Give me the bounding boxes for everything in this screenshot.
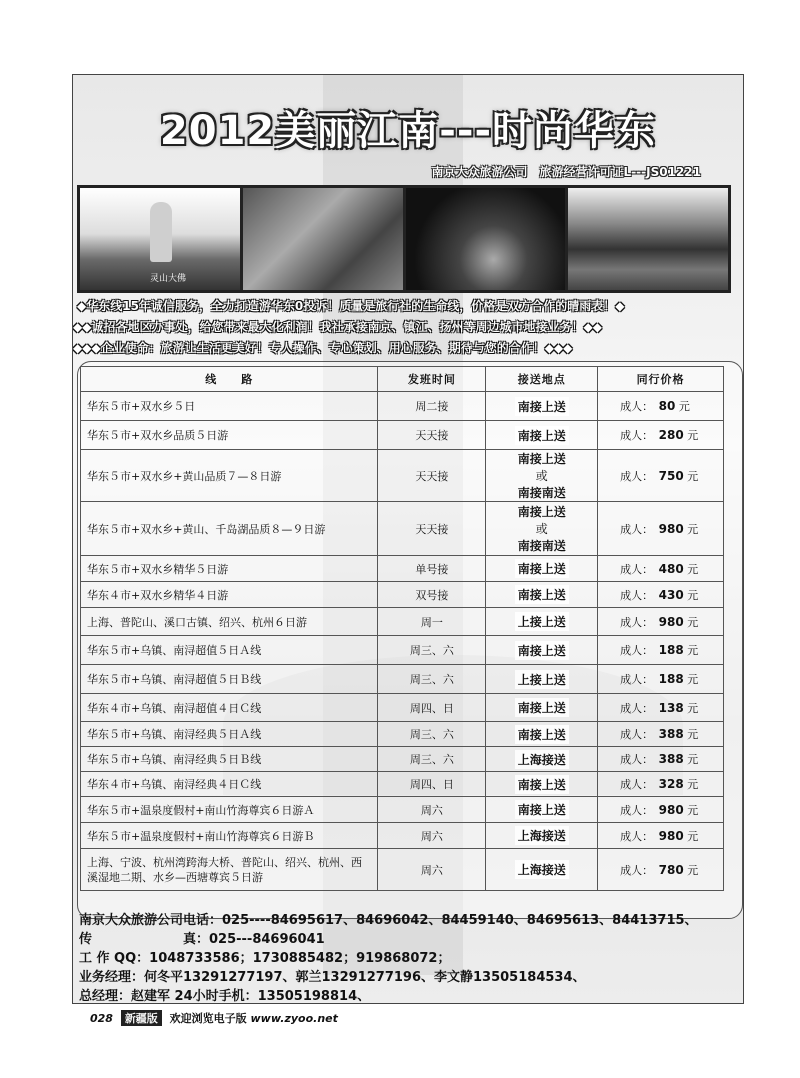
- table-row: [81, 636, 724, 665]
- route-cell: 华东５市+乌镇、南浔超值５日Ｂ线: [81, 665, 378, 694]
- pickup-label: 南接上送: [515, 698, 569, 717]
- price-cell: [598, 502, 724, 556]
- price-unit: 元: [687, 728, 699, 741]
- route-cell: 华东４市+双水乡精华４日游: [81, 582, 378, 608]
- photo-caption: 灵山大佛: [150, 274, 187, 284]
- pickup-label-alt: 南接南送: [517, 539, 566, 553]
- adult-label: 成人：: [620, 753, 648, 766]
- adult-label: 成人：: [620, 673, 648, 686]
- pickup-label-alt: 南接南送: [517, 486, 566, 500]
- pickup-label: 南接上送: [515, 426, 569, 445]
- pickup-cell: [486, 772, 598, 797]
- price-cell: [598, 450, 724, 502]
- adult-label: 成人：: [620, 522, 648, 536]
- table-row: [81, 392, 724, 421]
- pickup-label: 南接上送: [517, 452, 566, 466]
- pickup-cell: [486, 608, 598, 636]
- notice-line-2: ◆◆诚招各地区办事处，给您带来最大化利润！我社承接南京、镇江、扬州等周边城市地接业务！◆◆: [73, 320, 602, 334]
- pickup-or: 或: [535, 469, 548, 483]
- route-cell: 华东４市+乌镇、南浔经典４日Ｃ线: [81, 772, 378, 797]
- pickup-cell: [486, 421, 598, 450]
- pickup-label: 南接上送: [515, 725, 569, 744]
- price-cell: [598, 608, 724, 636]
- price-cell: [598, 636, 724, 665]
- time-cell: 周三、六: [378, 665, 486, 694]
- company-license-line: 南京大众旅游公司 旅游经营许可证L---JS01221: [431, 165, 701, 179]
- contact-managers: 业务经理：何冬平13291277197、郭兰13291277196、李文静13505184534、: [79, 970, 586, 985]
- table-row: [81, 502, 724, 556]
- pickup-label: 上海接送: [515, 860, 569, 879]
- pickup-cell: [486, 722, 598, 747]
- table-row: [81, 797, 724, 823]
- time-cell: 周一: [378, 608, 486, 636]
- price-value: 80: [658, 399, 676, 413]
- pickup-label: 上海接送: [515, 826, 569, 845]
- time-cell: 周三、六: [378, 636, 486, 665]
- price-value: 480: [658, 561, 684, 576]
- pickup-cell: [486, 797, 598, 823]
- price-value: 750: [658, 468, 684, 483]
- time-cell: 周六: [378, 849, 486, 891]
- time-cell: 周二接: [378, 392, 486, 421]
- price-unit: 元: [687, 778, 699, 791]
- price-unit: 元: [687, 644, 699, 657]
- adult-label: 成人：: [620, 778, 648, 791]
- time-cell: 天天接: [378, 502, 486, 556]
- price-value: 188: [658, 672, 684, 686]
- price-value: 980: [658, 614, 684, 629]
- price-cell: [598, 849, 724, 891]
- route-price-table: [80, 366, 724, 891]
- table-row: [81, 772, 724, 797]
- pickup-label: 南接上送: [515, 641, 569, 660]
- route-cell: 华东５市+乌镇、南浔经典５日Ｂ线: [81, 747, 378, 772]
- route-table-frame: [77, 361, 743, 919]
- table-row: [81, 608, 724, 636]
- adult-label: 成人：: [620, 803, 648, 817]
- price-value: 328: [658, 777, 684, 791]
- price-unit: 元: [687, 615, 699, 629]
- time-cell: 天天接: [378, 450, 486, 502]
- time-cell: 周六: [378, 797, 486, 823]
- header-price: 同行价格: [598, 367, 724, 392]
- adult-label: 成人：: [620, 863, 648, 877]
- route-cell: 上海、普陀山、溪口古镇、绍兴、杭州６日游: [81, 608, 378, 636]
- route-cell: 华东５市+双水乡精华５日游: [81, 556, 378, 582]
- price-cell: [598, 722, 724, 747]
- contact-fax: 传 真：025---84696041: [79, 932, 325, 947]
- contact-block: [79, 911, 698, 1004]
- edition-badge: 新疆版: [121, 1010, 162, 1026]
- price-value: 980: [658, 802, 684, 817]
- price-unit: 元: [687, 753, 699, 766]
- pickup-cell: [486, 392, 598, 421]
- adult-label: 成人：: [620, 400, 648, 413]
- route-cell: 华东５市+双水乡５日: [81, 392, 378, 421]
- time-cell: 周三、六: [378, 747, 486, 772]
- price-cell: [598, 392, 724, 421]
- adult-label: 成人：: [620, 562, 648, 576]
- price-value: 188: [658, 643, 684, 657]
- pickup-label: 南接上送: [515, 775, 569, 794]
- price-cell: [598, 747, 724, 772]
- route-cell: 华东５市+乌镇、南浔经典５日Ａ线: [81, 722, 378, 747]
- price-cell: [598, 772, 724, 797]
- price-value: 430: [658, 587, 684, 602]
- adult-label: 成人：: [620, 615, 648, 629]
- adult-label: 成人：: [620, 829, 648, 843]
- adult-label: 成人：: [620, 429, 648, 442]
- pickup-cell: [486, 665, 598, 694]
- adult-label: 成人：: [620, 728, 648, 741]
- time-cell: 周六: [378, 823, 486, 849]
- pickup-cell: [486, 450, 598, 502]
- page-number: 028: [90, 1012, 113, 1025]
- price-value: 280: [658, 428, 684, 442]
- pickup-cell: [486, 636, 598, 665]
- table-row: [81, 849, 724, 891]
- poster: [72, 74, 744, 1004]
- route-cell: 华东５市+双水乡+黄山品质７—８日游: [81, 450, 378, 502]
- header-pickup: 接送地点: [486, 367, 598, 392]
- time-cell: 周三、六: [378, 722, 486, 747]
- adult-label: 成人：: [620, 644, 648, 657]
- pickup-label: 南接上送: [515, 559, 569, 578]
- time-cell: 周四、日: [378, 694, 486, 722]
- pickup-label: 上接上送: [515, 612, 569, 631]
- table-row: [81, 556, 724, 582]
- pickup-label: 南接上送: [515, 800, 569, 819]
- price-cell: [598, 665, 724, 694]
- table-row: [81, 582, 724, 608]
- table-header-row: [81, 367, 724, 392]
- table-row: [81, 665, 724, 694]
- pickup-or: 或: [535, 522, 548, 536]
- pickup-label: 南接上送: [515, 585, 569, 604]
- poster-title: 2012美丽江南---时尚华东: [159, 108, 657, 154]
- price-unit: 元: [687, 863, 699, 877]
- water-town-photo: [568, 188, 728, 290]
- price-value: 980: [658, 521, 684, 536]
- price-value: 138: [658, 700, 684, 715]
- price-unit: 元: [687, 803, 699, 817]
- adult-label: 成人：: [620, 469, 648, 483]
- pickup-cell: [486, 556, 598, 582]
- time-cell: 双号接: [378, 582, 486, 608]
- night-city-photo: [406, 188, 566, 290]
- table-row: [81, 450, 724, 502]
- route-cell: 华东５市+双水乡+黄山、千岛湖品质８—９日游: [81, 502, 378, 556]
- pickup-label: 南接上送: [515, 397, 569, 416]
- notice-line-1: ◆华东线15年诚信服务，全力打造游华东0投诉！质量是旅行社的生命线，价格是双方合作的晴雨表！◆: [77, 299, 625, 313]
- price-unit: 元: [687, 469, 699, 483]
- pickup-cell: [486, 694, 598, 722]
- pickup-cell: [486, 502, 598, 556]
- price-unit: 元: [687, 829, 699, 843]
- pickup-cell: [486, 582, 598, 608]
- table-row: [81, 823, 724, 849]
- pickup-label: 上接上送: [515, 670, 569, 689]
- pickup-label: 上海接送: [515, 750, 569, 769]
- route-cell: 华东５市+温泉度假村+南山竹海尊宾６日游Ｂ: [81, 823, 378, 849]
- price-unit: 元: [687, 562, 699, 576]
- pickup-cell: [486, 747, 598, 772]
- price-cell: [598, 694, 724, 722]
- price-value: 980: [658, 828, 684, 843]
- price-unit: 元: [687, 701, 699, 715]
- contact-phone: 南京大众旅游公司电话：025----84695617、84696042、84459140、84695613、84413715、: [79, 913, 698, 928]
- footer-slogan: 欢迎浏览电子版: [169, 1012, 247, 1025]
- price-value: 388: [658, 727, 684, 741]
- price-cell: [598, 421, 724, 450]
- table-row: [81, 722, 724, 747]
- price-value: 780: [658, 862, 684, 877]
- adult-label: 成人：: [620, 588, 648, 602]
- photo-strip: [77, 185, 731, 293]
- route-cell: 华东５市+温泉度假村+南山竹海尊宾６日游Ａ: [81, 797, 378, 823]
- pickup-cell: [486, 849, 598, 891]
- adult-label: 成人：: [620, 701, 648, 715]
- contact-general-manager: 总经理：赵建军 24小时手机：13505198814、: [79, 989, 371, 1004]
- buddha-statue-photo: [80, 188, 240, 290]
- route-cell: 华东４市+乌镇、南浔超值４日Ｃ线: [81, 694, 378, 722]
- garden-pond-photo: [243, 188, 403, 290]
- buddha-figure: [150, 202, 172, 262]
- notice-line-3: ◆◆◆企业使命：旅游让生活更美好！专人操作、专心策划、用心服务、期待与您的合作！◆◆◆: [73, 341, 573, 355]
- contact-qq: 工 作 QQ：1048733586；1730885482；919868072；: [79, 951, 451, 966]
- price-unit: 元: [687, 588, 699, 602]
- time-cell: 单号接: [378, 556, 486, 582]
- price-unit: 元: [678, 400, 690, 413]
- price-cell: [598, 582, 724, 608]
- price-cell: [598, 556, 724, 582]
- page-footer: [90, 1010, 338, 1026]
- footer-website[interactable]: www.zyoo.net: [250, 1012, 338, 1025]
- table-row: [81, 421, 724, 450]
- price-unit: 元: [687, 429, 699, 442]
- price-unit: 元: [687, 673, 699, 686]
- time-cell: 天天接: [378, 421, 486, 450]
- price-unit: 元: [687, 522, 699, 536]
- price-value: 388: [658, 752, 684, 766]
- header-route: 线 路: [81, 367, 378, 392]
- header-time: 发班时间: [378, 367, 486, 392]
- time-cell: 周四、日: [378, 772, 486, 797]
- table-row: [81, 694, 724, 722]
- route-cell: 华东５市+双水乡品质５日游: [81, 421, 378, 450]
- route-cell: 上海、宁波、杭州湾跨海大桥、普陀山、绍兴、杭州、西溪湿地二期、水乡—西塘尊宾５日游: [81, 849, 378, 891]
- table-row: [81, 747, 724, 772]
- price-cell: [598, 797, 724, 823]
- pickup-cell: [486, 823, 598, 849]
- route-cell: 华东５市+乌镇、南浔超值５日Ａ线: [81, 636, 378, 665]
- pickup-label: 南接上送: [517, 505, 566, 519]
- price-cell: [598, 823, 724, 849]
